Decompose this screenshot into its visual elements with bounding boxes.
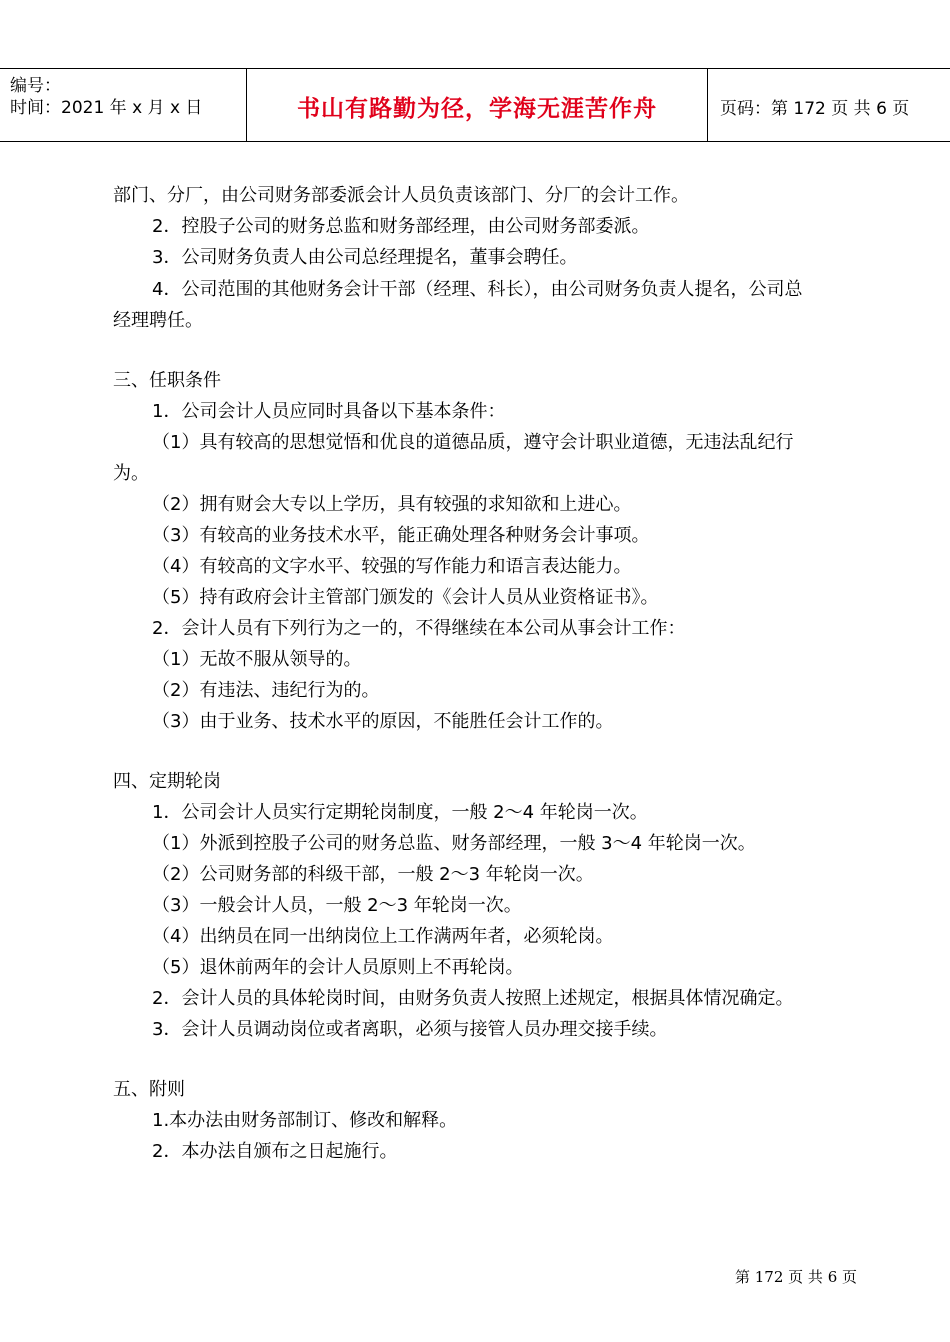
body-line: 4．公司范围的其他财务会计干部（经理、科长），由公司财务负责人提名，公司总 [152, 279, 803, 300]
body-line: 经理聘任。 [113, 310, 203, 331]
body-line: 3．公司财务负责人由公司总经理提名，董事会聘任。 [152, 247, 578, 268]
body-line: （4）有较高的文字水平、较强的写作能力和语言表达能力。 [152, 556, 632, 577]
body-line: 2．会计人员有下列行为之一的，不得继续在本公司从事会计工作： [152, 618, 686, 639]
section-heading: 五、附则 [113, 1079, 185, 1100]
body-line: （2）拥有财会大专以上学历，具有较强的求知欲和上进心。 [152, 494, 632, 515]
body-line: （3）一般会计人员，一般 2～3 年轮岗一次。 [152, 895, 522, 916]
header-meta-cell [0, 69, 247, 141]
document-number-label: 编号： [10, 76, 61, 96]
body-line: （1）外派到控股子公司的财务总监、财务部经理，一般 3～4 年轮岗一次。 [152, 833, 756, 854]
body-line: 3．会计人员调动岗位或者离职，必须与接管人员办理交接手续。 [152, 1019, 668, 1040]
header-page-code: 页码：第 172 页 共 6 页 [720, 99, 910, 119]
body-line: 2．本办法自颁布之日起施行。 [152, 1141, 398, 1162]
section-heading: 四、定期轮岗 [113, 771, 221, 792]
body-line: （1）无故不服从领导的。 [152, 649, 362, 670]
header-motto: 书山有路勤为径，学海无涯苦作舟 [297, 96, 657, 122]
body-line: （2）公司财务部的科级干部，一般 2～3 年轮岗一次。 [152, 864, 594, 885]
body-line: （1）具有较高的思想觉悟和优良的道德品质，遵守会计职业道德，无违法乱纪行 [152, 432, 794, 453]
header-motto-cell [247, 69, 708, 141]
body-line: （5）持有政府会计主管部门颁发的《会计人员从业资格证书》。 [152, 587, 659, 608]
body-line: （3）有较高的业务技术水平，能正确处理各种财务会计事项。 [152, 525, 650, 546]
document-date: 时间：2021 年 x 月 x 日 [10, 98, 203, 118]
body-line: （4）出纳员在同一出纳岗位上工作满两年者，必须轮岗。 [152, 926, 614, 947]
body-line: （3）由于业务、技术水平的原因，不能胜任会计工作的。 [152, 711, 614, 732]
header-page-cell [708, 69, 950, 141]
body-line: （2）有违法、违纪行为的。 [152, 680, 380, 701]
body-line: 1.本办法由财务部制订、修改和解释。 [152, 1110, 458, 1131]
body-line: 2．会计人员的具体轮岗时间，由财务负责人按照上述规定，根据具体情况确定。 [152, 988, 794, 1009]
body-line: 为。 [113, 463, 149, 484]
page-header [0, 68, 950, 142]
body-line: 1．公司会计人员实行定期轮岗制度，一般 2～4 年轮岗一次。 [152, 802, 648, 823]
body-line: 1．公司会计人员应同时具备以下基本条件： [152, 401, 506, 422]
section-heading: 三、任职条件 [113, 370, 221, 391]
page-footer: 第 172 页 共 6 页 [735, 1268, 858, 1286]
body-line: （5）退休前两年的会计人员原则上不再轮岗。 [152, 957, 524, 978]
body-line: 部门、分厂，由公司财务部委派会计人员负责该部门、分厂的会计工作。 [113, 185, 689, 206]
body-line: 2．控股子公司的财务总监和财务部经理，由公司财务部委派。 [152, 216, 650, 237]
